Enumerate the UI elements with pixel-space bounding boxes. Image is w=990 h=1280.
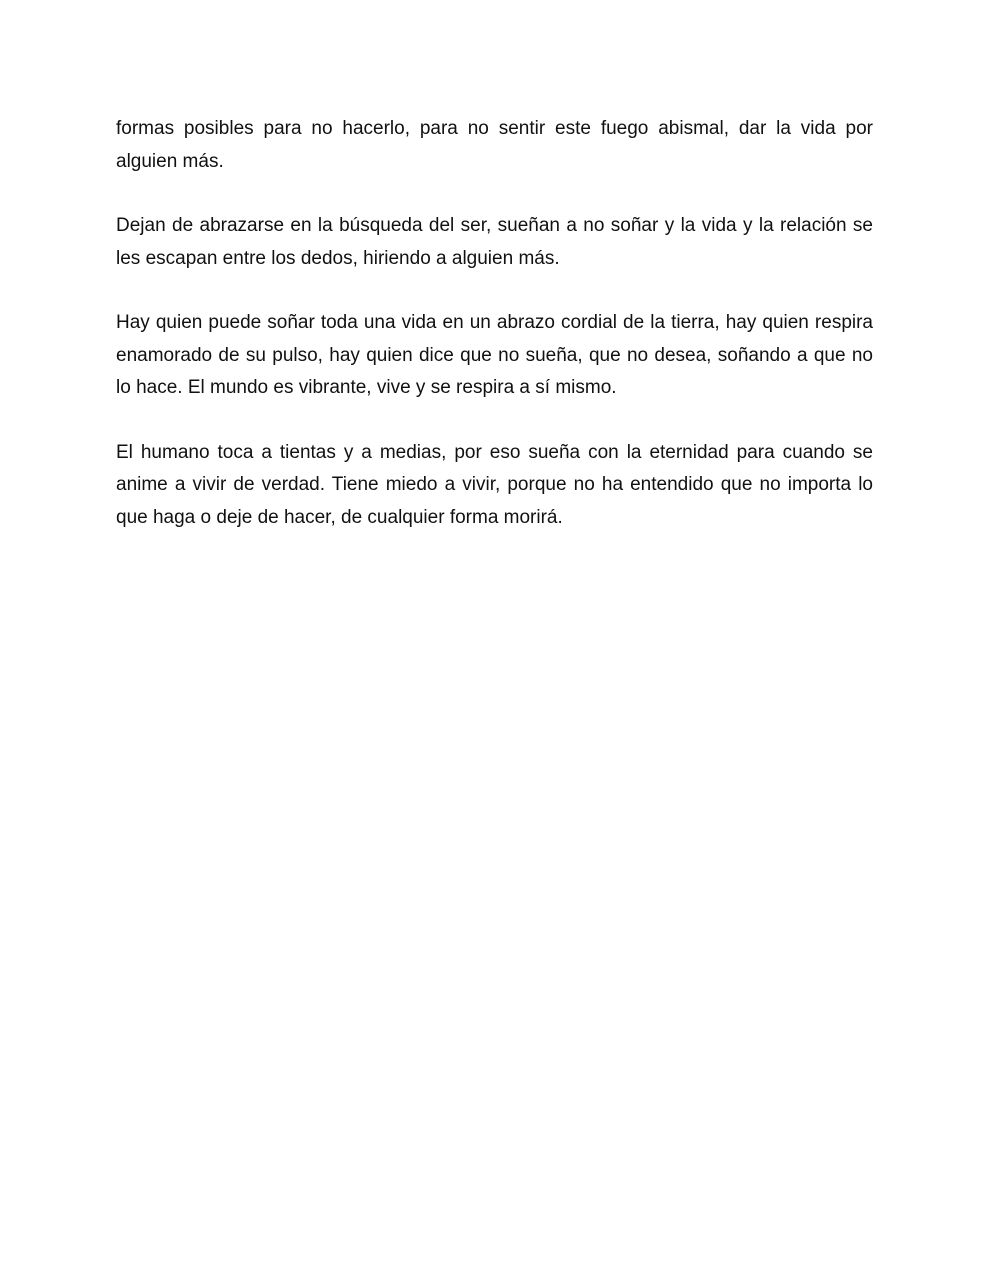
paragraph: Dejan de abrazarse en la búsqueda del ser, sueñan a no soñar y la vida y la relación se les escapan entre los dedos, hiriendo a alguien más. — [116, 215, 873, 269]
paragraph: Hay quien puede soñar toda una vida en un abrazo cordial de la tierra, hay quien respira enamorado de su pulso, hay quien dice que no sueña, que no desea, soñando a que no lo hace. El mundo es vibrante, vive y se respira a sí mismo. — [116, 312, 873, 398]
document-page — [116, 113, 873, 566]
paragraph: El humano toca a tientas y a medias, por eso sueña con la eternidad para cuando se anime a vivir de verdad. Tiene miedo a vivir, porque no ha entendido que no importa lo que haga o deje de hacer, de cualquier forma morirá. — [116, 441, 873, 528]
paragraph: formas posibles para no hacerlo, para no sentir este fuego abismal, dar la vida por alguien más. — [116, 118, 873, 172]
